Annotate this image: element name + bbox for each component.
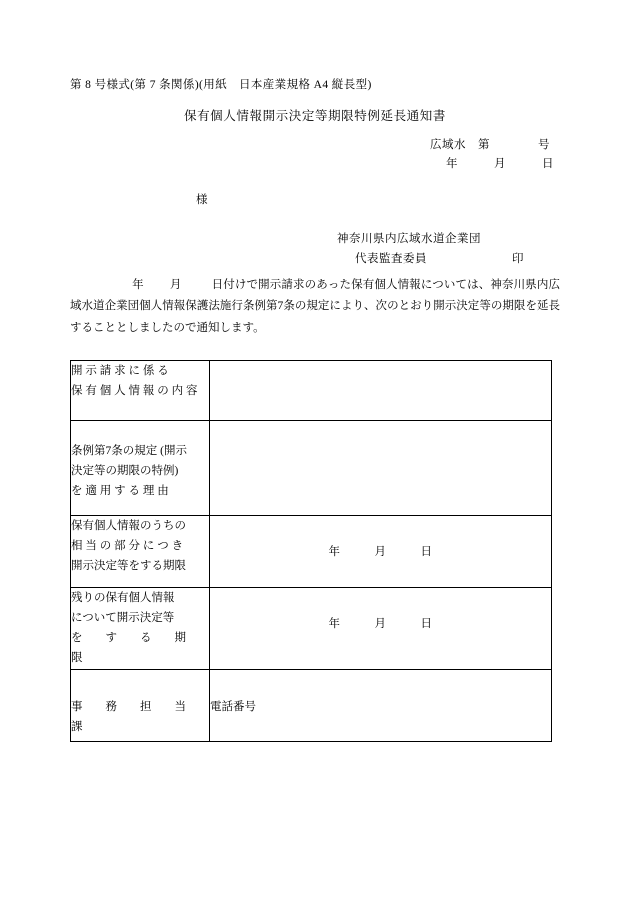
label-line: について開示決定等 [71, 612, 175, 625]
document-title: 保有個人情報開示決定等期限特例延長通知書 [183, 109, 446, 123]
label-line: を 適 用 す る 理 由 [71, 485, 169, 498]
row-label-disclosure-content [71, 361, 210, 421]
body-line-1: 日付けで開示請求のあった保有個人情報については、神奈川県内 [211, 279, 549, 291]
date-day: 日 [420, 546, 433, 558]
label-line: 条例第7条の規定 (開示 [71, 445, 187, 457]
notification-table [70, 360, 552, 742]
label-line: 開 示 請 求 に 係 る [71, 365, 169, 377]
label-line: 事 務 担 当 課 [71, 700, 209, 733]
body-date-year: 年 [132, 279, 144, 291]
issuer-organization: 神奈川県内広域水道企業団 [337, 233, 481, 245]
table-row [71, 421, 552, 516]
label-line: 開示決定等をする期限 [71, 560, 186, 573]
row-label-department [71, 669, 210, 741]
date-day: 日 [420, 618, 433, 630]
document-number-line: 広域水 第 号 [430, 139, 550, 151]
row-label-partial-deadline [71, 516, 210, 588]
row-label-reason [71, 421, 210, 516]
table-row [71, 516, 552, 588]
label-line: 決定等の期限の特例) [71, 465, 179, 478]
row-value-disclosure-content[interactable] [210, 361, 552, 421]
document-date-line: 年 月 日 [446, 158, 554, 170]
form-code: 第 8 号様式(第 7 条関係)(用紙 日本産業規格 A4 縦長型) [70, 79, 372, 91]
date-year: 年 [328, 546, 341, 558]
body-line-3: を延長することとしましたので通知します。 [70, 300, 560, 334]
body-line-2: 広域水道企業団個人情報保護法施行条例第7条の規定により、次のとおり開示決定等の期限 [70, 279, 561, 313]
row-value-reason[interactable] [210, 421, 552, 516]
row-value-department[interactable] [210, 669, 552, 741]
row-value-partial-deadline[interactable] [210, 516, 552, 588]
label-line: を す る 期 限 [71, 632, 209, 665]
table-row [71, 588, 552, 670]
row-value-remaining-deadline[interactable] [210, 588, 552, 670]
date-placeholder [210, 542, 551, 562]
table-row [71, 669, 552, 741]
label-line: 残りの保有個人情報 [71, 592, 175, 604]
phone-number-label: 電話番号 [210, 700, 256, 713]
date-month: 月 [374, 618, 387, 630]
date-year: 年 [328, 618, 341, 630]
label-line: 保 有 個 人 情 報 の 内 容 [71, 385, 198, 398]
label-line: 相 当 の 部 分 に つ き [71, 540, 184, 553]
body-date-month: 月 [169, 279, 182, 291]
table-row [71, 361, 552, 421]
issuer-role: 代表監査委員 [355, 253, 427, 265]
label-line: 保有個人情報のうちの [71, 520, 186, 532]
date-month: 月 [374, 546, 387, 558]
date-placeholder [210, 614, 551, 634]
row-label-remaining-deadline [71, 588, 210, 670]
addressee-field: 様 [196, 194, 208, 206]
body-paragraph [70, 275, 560, 339]
issuer-seal-mark: 印 [512, 253, 524, 265]
